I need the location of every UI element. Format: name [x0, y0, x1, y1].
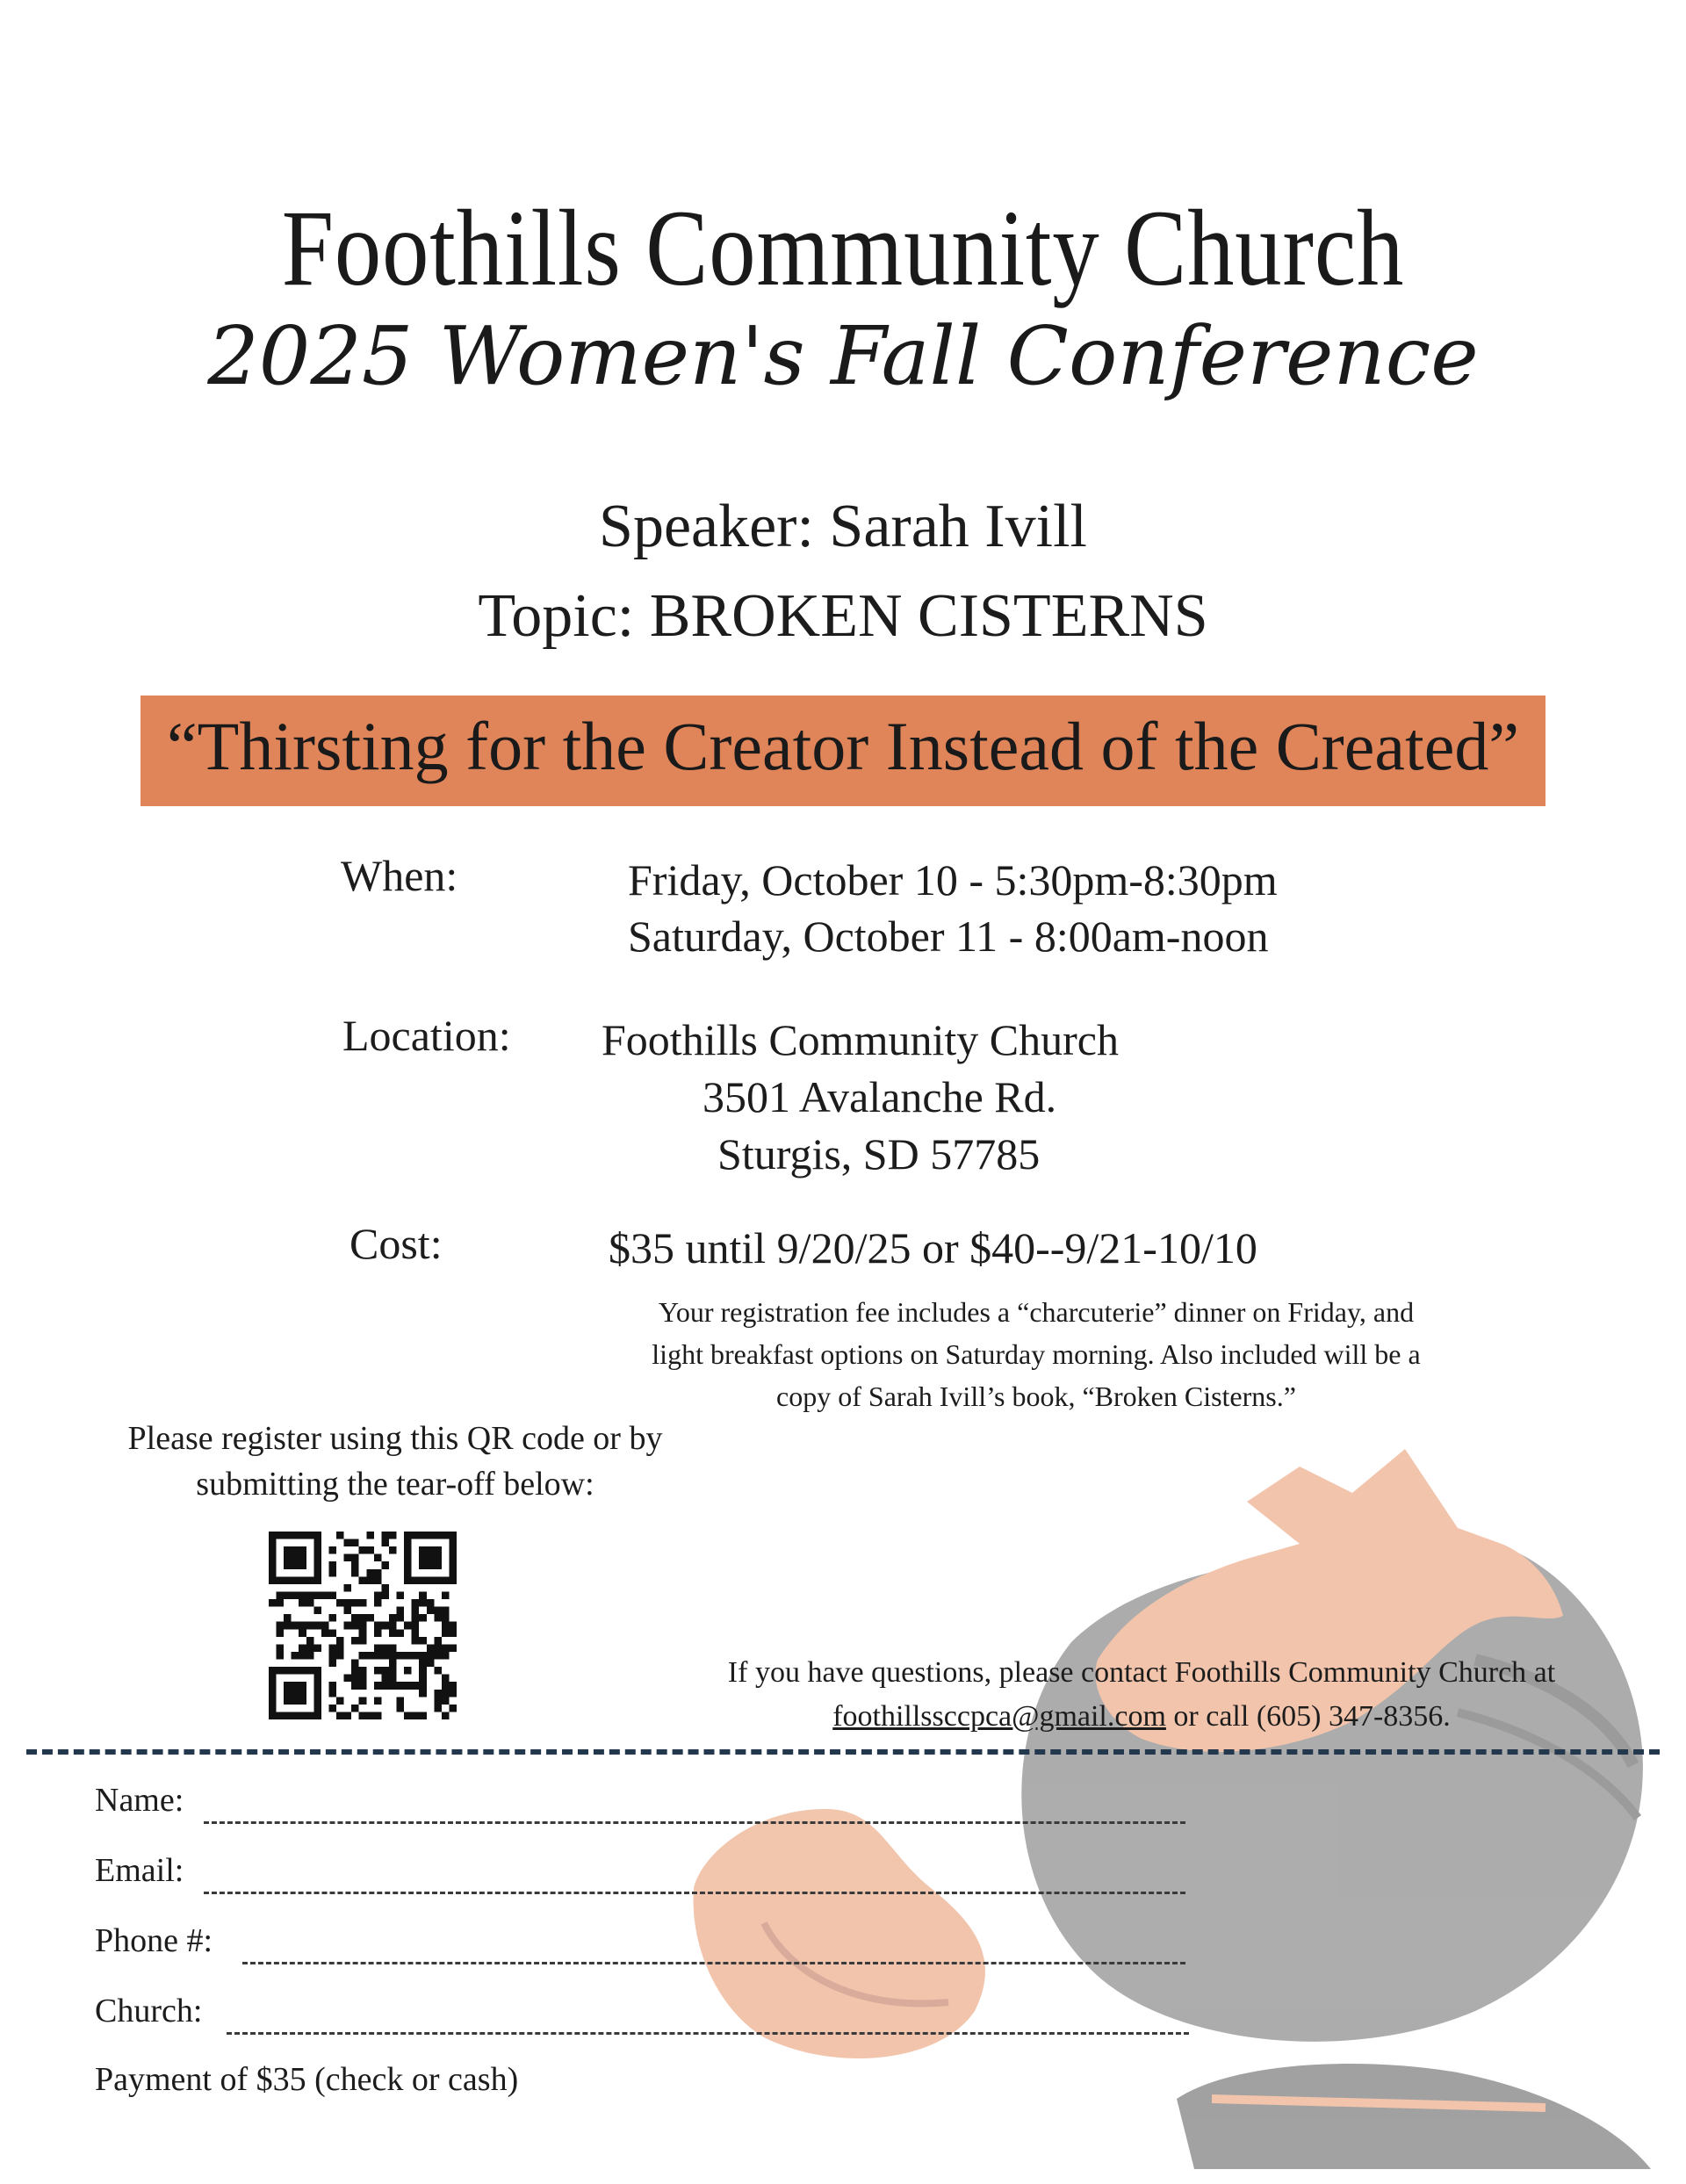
email-label: Email: — [95, 1852, 184, 1889]
location-city: Sturgis, SD 57785 — [717, 1129, 1041, 1178]
conference-title: 2025 Women's Fall Conference — [207, 309, 1479, 403]
cost-label: Cost: — [349, 1219, 443, 1268]
broken-pot-illustration — [685, 1396, 1686, 2184]
fee-note-line: light breakfast options on Saturday morning. Also included will be a — [652, 1338, 1421, 1370]
name-field[interactable] — [204, 1821, 1185, 1824]
email-field[interactable] — [204, 1892, 1185, 1894]
church-label: Church: — [95, 1993, 203, 2029]
register-note-line: Please register using this QR code or by — [127, 1420, 663, 1457]
contact-note — [685, 1651, 1598, 1739]
location-name: Foothills Community Church — [602, 1015, 1119, 1064]
when-saturday: Saturday, October 11 - 8:00am-noon — [628, 912, 1269, 961]
name-label: Name: — [95, 1782, 184, 1819]
payment-note: Payment of $35 (check or cash) — [95, 2061, 519, 2098]
register-note-line: submitting the tear-off below: — [196, 1466, 594, 1503]
location-label: Location: — [342, 1011, 511, 1060]
register-note — [97, 1416, 694, 1507]
tagline: “Thirsting for the Creator Instead of the Created” — [167, 708, 1519, 784]
church-title: Foothills Community Church — [281, 188, 1405, 308]
fee-note — [588, 1291, 1484, 1417]
phone-field[interactable] — [242, 1962, 1185, 1964]
registration-qr-code[interactable] — [269, 1532, 457, 1719]
phone-label: Phone #: — [95, 1922, 213, 1959]
fee-note-line: Your registration fee includes a “charcuterie” dinner on Friday, and — [658, 1296, 1415, 1328]
location-street: 3501 Avalanche Rd. — [702, 1072, 1057, 1121]
tear-off-line — [26, 1749, 1660, 1755]
speaker-line: Speaker: Sarah Ivill — [599, 493, 1087, 560]
topic-line: Topic: BROKEN CISTERNS — [478, 582, 1208, 650]
fee-note-line: copy of Sarah Ivill’s book, “Broken Cisterns.” — [776, 1380, 1296, 1412]
contact-email-link[interactable]: foothillssccpca@gmail.com — [832, 1700, 1166, 1733]
contact-phone: or call (605) 347-8356. — [1165, 1700, 1451, 1733]
contact-line-2 — [685, 1695, 1598, 1739]
contact-line: If you have questions, please contact Foothills Community Church at — [727, 1656, 1556, 1689]
church-field[interactable] — [227, 2032, 1189, 2035]
when-friday: Friday, October 10 - 5:30pm-8:30pm — [628, 855, 1278, 905]
cost-value: $35 until 9/20/25 or $40--9/21-10/10 — [609, 1223, 1257, 1272]
when-label: When: — [341, 851, 458, 900]
